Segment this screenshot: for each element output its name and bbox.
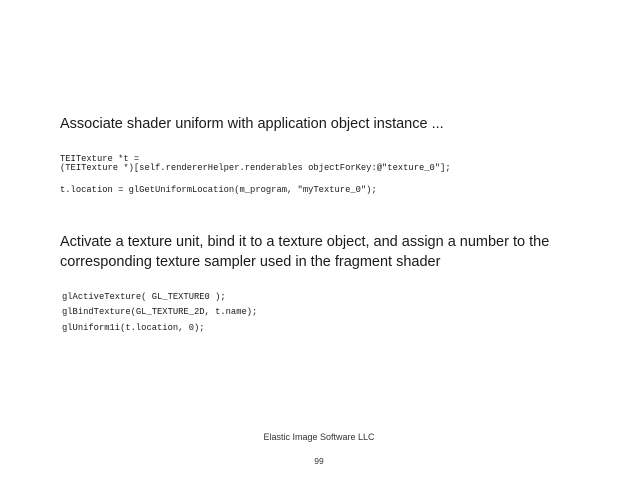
section-heading-texture-unit: Activate a texture unit, bind it to a texture object, and assign a number to the corresponding texture sampler used in the fragment shader [60,234,550,270]
code-line: t.location = glGetUniformLocation(m_program, "myTexture_0"); [60,185,377,195]
code-line: glActiveTexture( GL_TEXTURE0 ); [62,292,226,302]
footer-company: Elastic Image Software LLC [263,432,375,442]
code-line: (TEITexture *)[self.rendererHelper.renderables objectForKey:@"texture_0"]; [60,163,451,173]
code-line: glBindTexture(GL_TEXTURE_2D, t.name); [62,307,258,317]
section-heading-uniform: Associate shader uniform with application object instance ... [60,116,444,132]
code-line: TEITexture *t = [60,154,140,164]
code-line: glUniform1i(t.location, 0); [62,323,205,333]
page-number: 99 [314,456,324,466]
